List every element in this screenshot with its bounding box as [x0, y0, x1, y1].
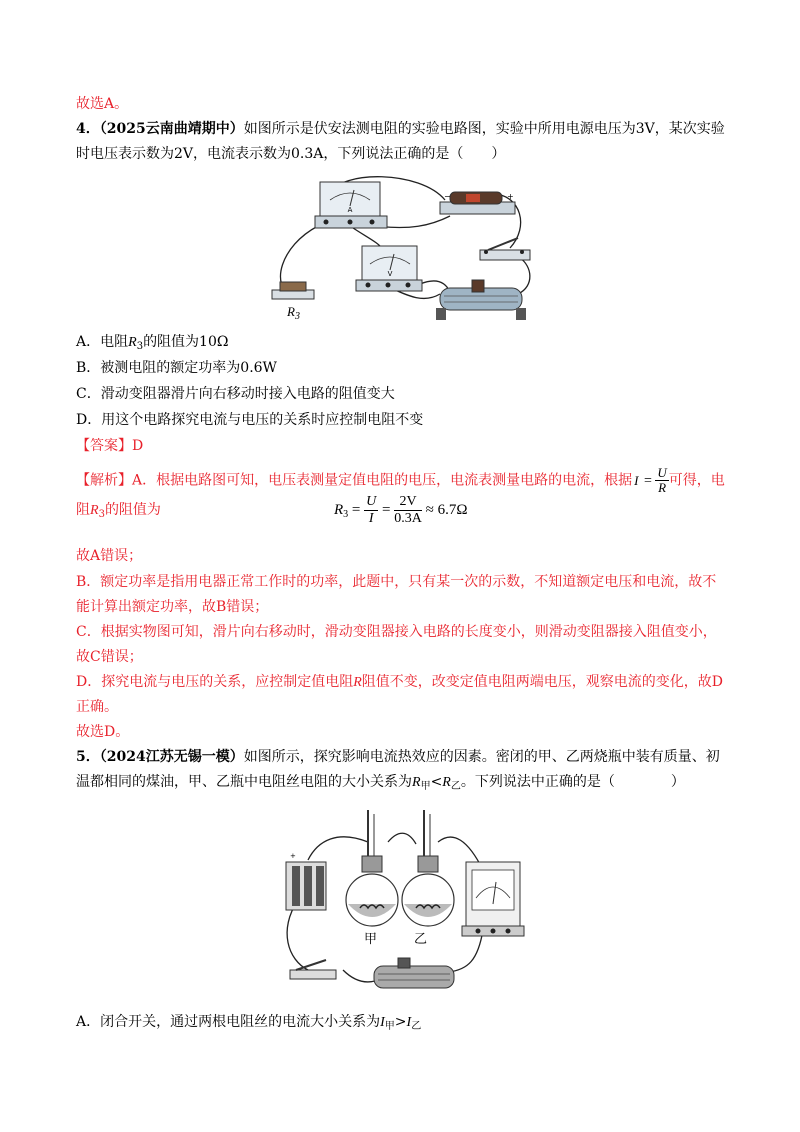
q4-option-c: C．滑动变阻器滑片向右移动时接入电路的阻值变大 [76, 386, 395, 402]
svg-text:V: V [387, 270, 393, 278]
ammeter-icon [315, 182, 387, 228]
answer-label: 【答案】 [76, 438, 132, 454]
q4-circuit-figure [260, 166, 550, 326]
q4-conclusion: 故选D。 [76, 724, 130, 740]
svg-text:+: + [290, 852, 296, 860]
q5-stem-line1: 5．（2024江苏无锡一模）如图所示，探究影响电流热效应的因素。密闭的甲、乙两烧瓶中装有质量、初 [76, 749, 720, 765]
voltmeter-icon [356, 246, 422, 291]
svg-text:−: − [444, 192, 451, 201]
flask-jia-icon [346, 810, 398, 926]
q4-source: （2025云南曲靖期中） [99, 121, 244, 137]
q4-figure-label: $R_3$ [287, 304, 300, 322]
q4-b-line2: 能计算出额定功率，故B错误； [76, 599, 269, 615]
q5-stem-line2: 温都相同的煤油，甲、乙瓶中电阻丝电阻的大小关系为$R_甲<R_乙$。下列说法中正确的是（ ） [76, 774, 685, 792]
q4-stem-line2: 时电压表示数为2V，电流表示数为0.3A，下列说法正确的是（ ） [76, 146, 506, 162]
prev-conclusion: 故选A。 [76, 96, 129, 112]
q4-c-line2: 故C错误； [76, 649, 143, 665]
flask-label-yi: 乙 [414, 932, 428, 947]
answer-value: D [132, 438, 144, 454]
switch-icon [290, 960, 336, 979]
q4-option-a: A．电阻$R_3$的阻值为10Ω [76, 334, 229, 352]
q4-equation: $R_3$ = $\frac{U}{I}$ = $\frac{2V}{0.3A}$ ≈ 6.7Ω [334, 494, 468, 526]
q4-option-d: D．用这个电路探究电流与电压的关系时应控制电阻不变 [76, 412, 424, 428]
battery-icon [440, 192, 515, 214]
q5-number: 5． [76, 749, 100, 765]
q4-analysis-line1: 【解析】A．根据电路图可知，电压表测量定值电阻的电压，电流表测量电路的电流，根据 I = $\frac{U}{R}$ 可得，电 [76, 465, 725, 495]
q4-d-line2: 正确。 [76, 699, 118, 715]
svg-text:+: + [507, 192, 514, 201]
q4-a-wrong: 故A错误； [76, 548, 143, 564]
flask-label-jia: 甲 [364, 932, 378, 947]
q4-d-line1: D．探究电流与电压的关系，应控制定值电阻R阻值不变，改变定值电阻两端电压，观察电流的变化，故D [76, 674, 724, 690]
q4-c-line1: C．根据实物图可知，滑片向右移动时，滑动变阻器接入电路的长度变小，则滑动变阻器接入阻值变小， [76, 624, 717, 640]
rheostat-icon [436, 280, 526, 320]
q5-source: （2024江苏无锡一模） [99, 749, 244, 765]
battery-pack-icon [286, 852, 326, 910]
switch-icon [480, 238, 530, 260]
q4-analysis-line2: 阻$R_3$的阻值为 [76, 502, 161, 520]
q4-answer [76, 436, 143, 456]
q4-b-line1: B．额定功率是指用电器正常工作时的功率，此题中，只有某一次的示数，不知道额定电压和电流，故不 [76, 574, 717, 590]
q4-option-b: B．被测电阻的额定功率为0.6W [76, 360, 277, 376]
ammeter-icon [462, 862, 524, 936]
rheostat-icon [374, 958, 454, 988]
resistor-icon [272, 282, 314, 299]
q4-stem-text1: 如图所示是伏安法测电阻的实验电路图，实验中所用电源电压为3V，某次实验 [243, 121, 725, 137]
flask-yi-icon [402, 810, 454, 926]
q5-apparatus-figure [278, 800, 528, 1000]
q5-option-a: A．闭合开关，通过两根电阻丝的电流大小关系为$I_甲>I_乙$ [76, 1014, 422, 1032]
q4-stem-line1 [76, 119, 725, 139]
q4-number: 4． [76, 121, 100, 137]
svg-text:A: A [347, 206, 353, 214]
